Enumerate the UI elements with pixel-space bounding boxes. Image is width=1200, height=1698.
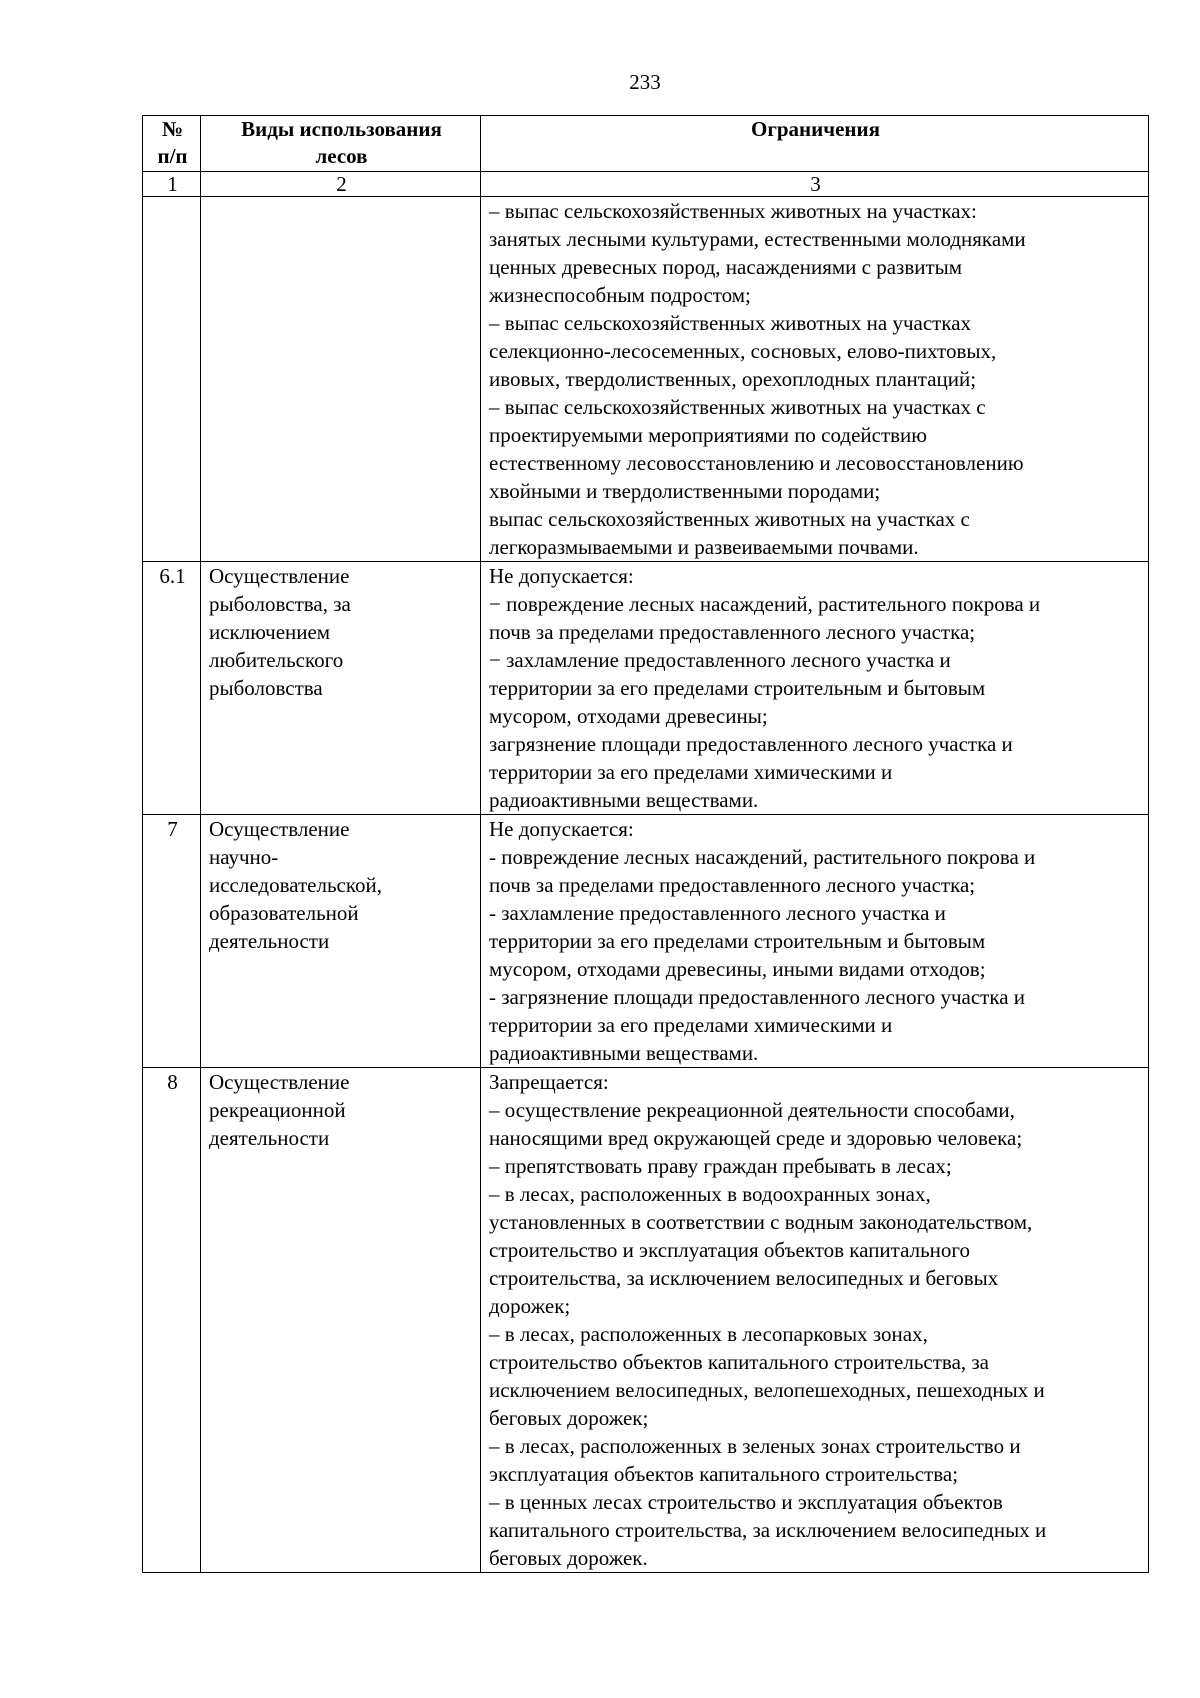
forest-use-kind-line: Осуществление [209,564,350,588]
restriction-line: выпас сельскохозяйственных животных на участках с [489,507,970,531]
header-number [143,116,201,172]
restriction-line: – выпас сельскохозяйственных животных на участках: [489,199,977,223]
restriction-line: – выпас сельскохозяйственных животных на участках [489,311,972,335]
restrictions-cell [481,562,1149,815]
forest-use-kind [201,815,481,1068]
restriction-line: – в лесах, расположенных в лесопарковых зонах, [489,1322,928,1346]
restriction-line: беговых дорожек. [489,1546,648,1570]
restriction-line: – препятствовать праву граждан пребывать в лесах; [489,1154,952,1178]
restriction-line: территории за его пределами строительным и бытовым [489,676,986,700]
restriction-line: строительства, за исключением велосипедных и беговых [489,1266,999,1290]
restriction-line: – в ценных лесах строительство и эксплуатация объектов [489,1490,1003,1514]
restriction-line: строительство объектов капитального строительства, за [489,1350,990,1374]
header-kind-line-2: лесов [315,144,368,168]
restriction-line: проектируемыми мероприятиями по содействию [489,423,927,447]
restriction-line: - повреждение лесных насаждений, растительного покрова и [489,845,1036,869]
restriction-line: мусором, отходами древесины, иными видами отходов; [489,957,986,981]
column-number-2: 2 [201,172,481,197]
page-number: 233 [629,70,661,94]
restriction-line: мусором, отходами древесины; [489,704,768,728]
restriction-line: селекционно-лесосеменных, сосновых, елово-пихтовых, [489,339,997,363]
restriction-line: дорожек; [489,1294,571,1318]
forest-use-kind-line: деятельности [209,1126,330,1150]
restriction-line: - захламление предоставленного лесного участка и [489,901,946,925]
row-number: 6.1 [143,562,201,815]
restriction-line: территории за его пределами химическими и [489,1013,893,1037]
table-header-row [143,116,1149,172]
table-row [143,815,1149,1068]
forest-use-kind [201,1068,481,1573]
forest-use-kind-line: Осуществление [209,817,350,841]
restriction-line: ивовых, твердолиственных, орехоплодных плантаций; [489,367,977,391]
restriction-line: строительство и эксплуатация объектов капитального [489,1238,970,1262]
restriction-line: – осуществление рекреационной деятельности способами, [489,1098,1015,1122]
restriction-line: хвойными и твердолиственными породами; [489,479,881,503]
header-restrictions: Ограничения [481,116,1149,172]
forest-use-kind-line: рекреационной [209,1098,346,1122]
restriction-line: капитального строительства, за исключением велосипедных и [489,1518,1047,1542]
restrictions-cell [481,815,1149,1068]
restriction-line: легкоразмываемыми и развеиваемыми почвами. [489,535,919,559]
restriction-line: Не допускается: [489,564,634,588]
restriction-line: территории за его пределами химическими и [489,760,893,784]
forest-use-kind-line: Осуществление [209,1070,350,1094]
forest-use-kind-line: исключением [209,620,331,644]
restrictions-cell [481,1068,1149,1573]
forest-use-kind-line: образовательной [209,901,359,925]
row-number: 8 [143,1068,201,1573]
forest-use-kind-line: деятельности [209,929,330,953]
table-row [143,1068,1149,1573]
restriction-line: - загрязнение площади предоставленного лесного участка и [489,985,1026,1009]
restriction-line: почв за пределами предоставленного лесного участка; [489,620,976,644]
forest-use-kind-line: рыболовства, за [209,592,351,616]
restriction-line: установленных в соответствии с водным законодательством, [489,1210,1033,1234]
row-number [143,197,201,562]
column-number-row [143,172,1149,197]
restriction-line: исключением велосипедных, велопешеходных, пешеходных и [489,1378,1045,1402]
restriction-line: – в лесах, расположенных в зеленых зонах строительство и [489,1434,1021,1458]
forest-use-kind-line: исследовательской, [209,873,383,897]
restriction-line: территории за его пределами строительным и бытовым [489,929,986,953]
restriction-line: − повреждение лесных насаждений, растительного покрова и [489,592,1041,616]
restriction-line: жизнеспособным подростом; [489,283,751,307]
restriction-line: почв за пределами предоставленного лесного участка; [489,873,976,897]
table-row [143,562,1149,815]
restriction-line: наносящими вред окружающей среде и здоровью человека; [489,1126,1023,1150]
forest-use-kind-line: любительского [209,648,344,672]
row-number: 7 [143,815,201,1068]
column-number-3: 3 [481,172,1149,197]
header-forest-use-kind [201,116,481,172]
restriction-line: Запрещается: [489,1070,609,1094]
forest-use-kind-line: научно- [209,845,279,869]
restriction-line: занятых лесными культурами, естественными молодняками [489,227,1026,251]
restriction-line: – в лесах, расположенных в водоохранных зонах, [489,1182,931,1206]
header-number-line-2: п/п [157,144,188,168]
forest-use-kind [201,562,481,815]
restrictions-table [142,115,1149,1573]
restriction-line: эксплуатация объектов капитального строительства; [489,1462,959,1486]
restriction-line: беговых дорожек; [489,1406,649,1430]
header-number-line-1: № [161,117,184,141]
table-row [143,197,1149,562]
table-body [143,197,1149,1573]
forest-use-kind-line: рыболовства [209,676,323,700]
restriction-line: радиоактивными веществами. [489,1041,759,1065]
restriction-line: загрязнение площади предоставленного лесного участка и [489,732,1013,756]
forest-use-kind [201,197,481,562]
restriction-line: − захламление предоставленного лесного участка и [489,648,951,672]
restriction-line: естественному лесовосстановлению и лесовосстановлению [489,451,1024,475]
restriction-line: – выпас сельскохозяйственных животных на участках с [489,395,986,419]
column-number-1: 1 [143,172,201,197]
restrictions-cell [481,197,1149,562]
header-kind-line-1: Виды использования [241,117,442,141]
restriction-line: радиоактивными веществами. [489,788,759,812]
restriction-line: Не допускается: [489,817,634,841]
restriction-line: ценных древесных пород, насаждениями с развитым [489,255,963,279]
